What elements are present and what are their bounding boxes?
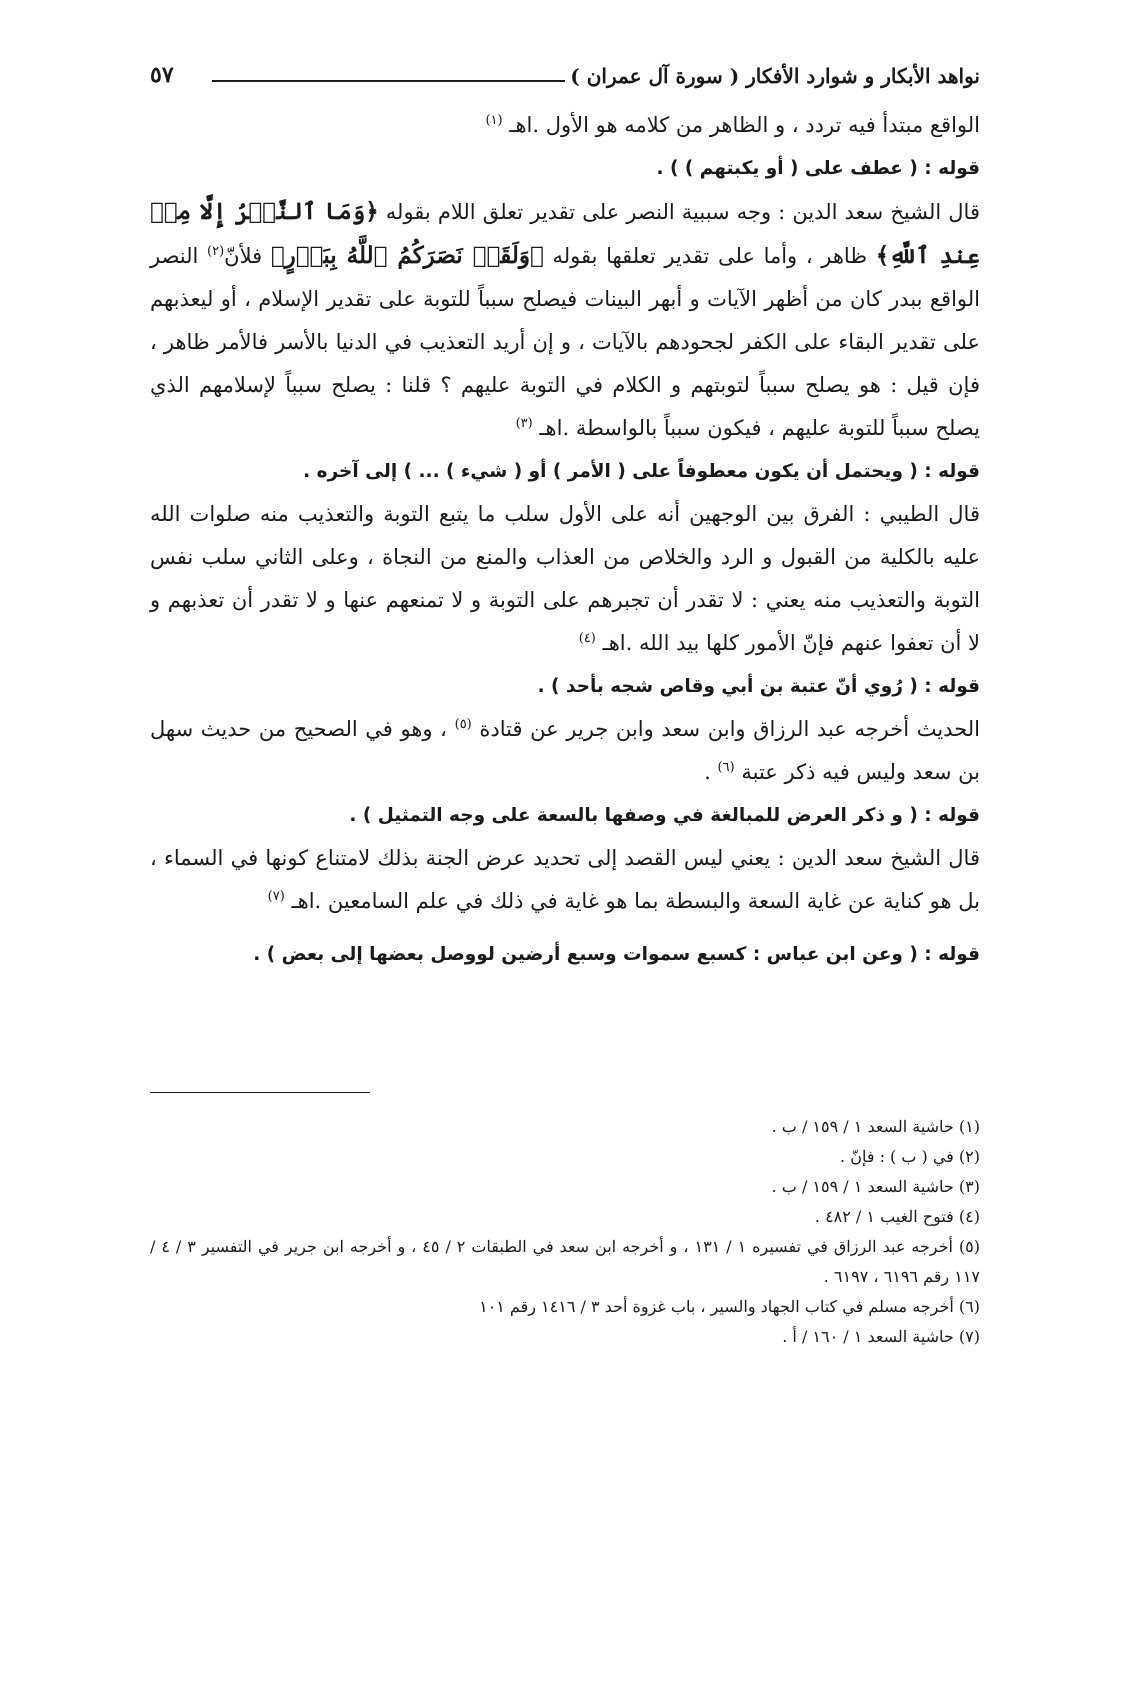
qawluh-heading-5: قوله : ( وعن ابن عباس : كسبع سموات وسبع أرضين لووصل بعضها إلى بعض ) . xyxy=(253,944,980,965)
paragraph-4 xyxy=(150,708,980,794)
page-number: ٥٧ xyxy=(150,62,174,88)
quran-verse-2: ﴿وَلَقَدۡ نَصَرَكُمُ ٱللَّهُ بِبَدۡرٍ﴾ xyxy=(270,242,544,269)
paragraph-1 xyxy=(150,104,980,147)
qawluh-heading-4: قوله : ( و ذكر العرض للمبالغة في وصفها بالسعة على وجه التمثيل ) . xyxy=(349,805,980,826)
paragraph-2-text-b: ظاهر ، وأما على تقدير تعلقها بقوله xyxy=(552,244,868,268)
footnote-4: (٤) فتوح الغيب ١ / ٤٨٢ . xyxy=(814,1207,980,1226)
footnote-separator xyxy=(150,1092,370,1093)
qawluh-heading-2: قوله : ( ويحتمل أن يكون معطوفاً على ( الأمر ) أو ( شيء ) ... ) إلى آخره . xyxy=(303,461,980,482)
paragraph-2 xyxy=(150,190,980,450)
header-rule xyxy=(212,80,565,82)
footnotes xyxy=(150,1112,980,1352)
footnote-7: (٧) حاشية السعد ١ / ١٦٠ / أ . xyxy=(782,1327,980,1346)
paragraph-3-text: قال الطيبي : الفرق بين الوجهين أنه على الأول سلب ما يتبع التوبة والتعذيب منه صلوات الله عليه بالكلية من القبول و الرد والخلاص من العذاب والمنع من النجاة ، وعلى الثاني سلب نفس التوبة والتعذيب منه يعني : لا تقدر أن تجبرهم على التوبة و لا تمنعهم عنها و لا تقدر أن تعذبهم و لا أن تعفوا عنهم فإنّ الأمور كلها بيد الله .اهـ xyxy=(150,502,980,655)
paragraph-5 xyxy=(150,837,980,923)
running-title: نواهد الأبكار و شوارد الأفكار ( سورة آل عمران ) xyxy=(570,64,980,88)
page xyxy=(150,62,980,976)
paragraph-4-text-a: الحديث أخرجه عبد الرزاق وابن سعد وابن جرير عن قتادة xyxy=(479,717,980,741)
footnote-2: (٢) في ( ب ) : فإنّ . xyxy=(840,1147,980,1166)
footnote-ref-1: (١) xyxy=(485,113,503,128)
paragraph-2-text-c: فلأنّ xyxy=(224,244,263,268)
page-header xyxy=(150,62,980,98)
footnote-ref-2: (٢) xyxy=(207,244,225,259)
paragraph-1-text: الواقع مبتدأ فيه تردد ، و الظاهر من كلامه هو الأول .اهـ xyxy=(509,113,980,137)
footnote-6: (٦) أخرجه مسلم في كتاب الجهاد والسير ، باب غزوة أحد ٣ / ١٤١٦ رقم ١٠١ xyxy=(479,1297,980,1316)
qawluh-heading-3: قوله : ( رُوي أنّ عتبة بن أبي وقاص شجه بأحد ) . xyxy=(537,676,980,697)
quran-verse-1: ﴿وَمَا ٱلنَّصۡرُ إِلَّا مِنۡ عِندِ ٱللَّهِ﴾ xyxy=(150,198,980,269)
footnote-ref-4: (٤) xyxy=(578,631,596,646)
paragraph-4-text-c: . xyxy=(704,760,711,784)
paragraph-4-text-b: ، وهو في الصحيح من حديث سهل بن سعد وليس فيه ذكر عتبة xyxy=(150,717,980,784)
main-text xyxy=(150,104,980,976)
paragraph-2-text-a: قال الشيخ سعد الدين : وجه سببية النصر على تقدير تعلق اللام بقوله xyxy=(385,200,980,224)
footnote-5: (٥) أخرجه عبد الرزاق في تفسيره ١ / ١٣١ ، و أخرجه ابن سعد في الطبقات ٢ / ٤٥ ، و أخرجه ابن جرير في التفسير ٣ / ٤ / ١١٧ رقم ٦١٩٦ ، ٦١٩٧ . xyxy=(150,1237,980,1286)
qawluh-heading-1: قوله : ( عطف على ( أو يكبتهم ) ) . xyxy=(656,158,980,179)
footnote-ref-7: (٧) xyxy=(267,889,285,904)
footnote-ref-6: (٦) xyxy=(717,760,735,775)
footnote-ref-5: (٥) xyxy=(454,717,472,732)
paragraph-3 xyxy=(150,493,980,665)
footnote-1: (١) حاشية السعد ١ / ١٥٩ / ب . xyxy=(771,1117,980,1136)
footnote-3: (٣) حاشية السعد ١ / ١٥٩ / ب . xyxy=(771,1177,980,1196)
paragraph-2-text-d: النصر الواقع ببدر كان من أظهر الآيات و أبهر البينات فيصلح سبباً للتوبة على تقدير الإسلام ، أو ليعذبهم على تقدير البقاء على الكفر لجحودهم بالآيات ، و إن أريد التعذيب في الدنيا بالأسر فالأمر ظاهر ، فإن قيل : هو يصلح سبباً لتوبتهم و الكلام في التوبة عليهم ؟ قلنا : يصلح سبباً لإسلامهم الذي يصلح سبباً للتوبة عليهم ، فيكون سبباً بالواسطة .اهـ xyxy=(150,244,980,440)
footnote-ref-3: (٣) xyxy=(515,416,533,431)
paragraph-5-text: قال الشيخ سعد الدين : يعني ليس القصد إلى تحديد عرض الجنة بذلك لامتناع كونها في السماء ، بل هو كناية عن غاية السعة والبسطة بما هو غاية في ذلك في علم السامعين .اهـ xyxy=(150,846,980,913)
